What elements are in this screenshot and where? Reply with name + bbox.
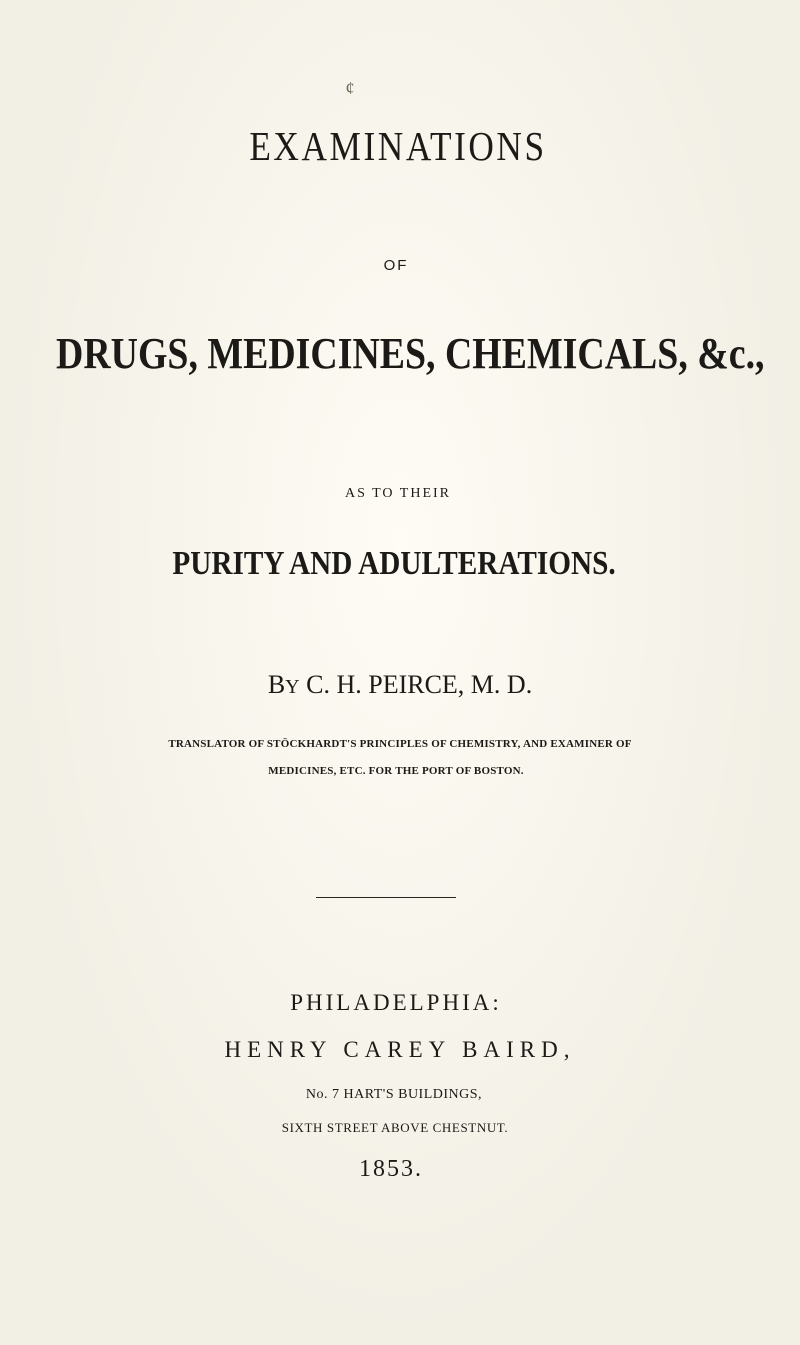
author-line <box>0 670 800 700</box>
publication-city: PHILADELPHIA: <box>290 990 502 1015</box>
book-subtitle-purity: PURITY AND ADULTERATIONS. <box>172 545 616 582</box>
book-subtitle: DRUGS, MEDICINES, CHEMICALS, &c., <box>56 329 765 378</box>
title-connector-of: OF <box>383 257 409 274</box>
publisher-name: HENRY CAREY BAIRD, <box>224 1037 576 1062</box>
title-connector-as-to: AS TO THEIR <box>344 486 451 501</box>
divider-rule <box>316 897 456 898</box>
publisher-address-line-1: No. 7 HART'S BUILDINGS, <box>305 1087 483 1102</box>
author-description-line-2: MEDICINES, ETC. FOR THE PORT OF BOSTON. <box>268 765 524 777</box>
printer-mark: ¢ <box>345 78 355 98</box>
book-title: EXAMINATIONS <box>249 123 547 169</box>
author-name: C. H. PEIRCE, M. D. <box>306 670 533 699</box>
author-prefix-initial: B <box>267 670 286 699</box>
author-description-line-1: TRANSLATOR OF STÖCKHARDT'S PRINCIPLES OF CHEMISTRY, AND EXAMINER OF <box>168 738 632 750</box>
author-prefix-smallcap: Y <box>285 676 300 698</box>
publisher-address-line-2: SIXTH STREET ABOVE CHESTNUT. <box>281 1120 509 1135</box>
publication-year: 1853. <box>359 1156 423 1182</box>
